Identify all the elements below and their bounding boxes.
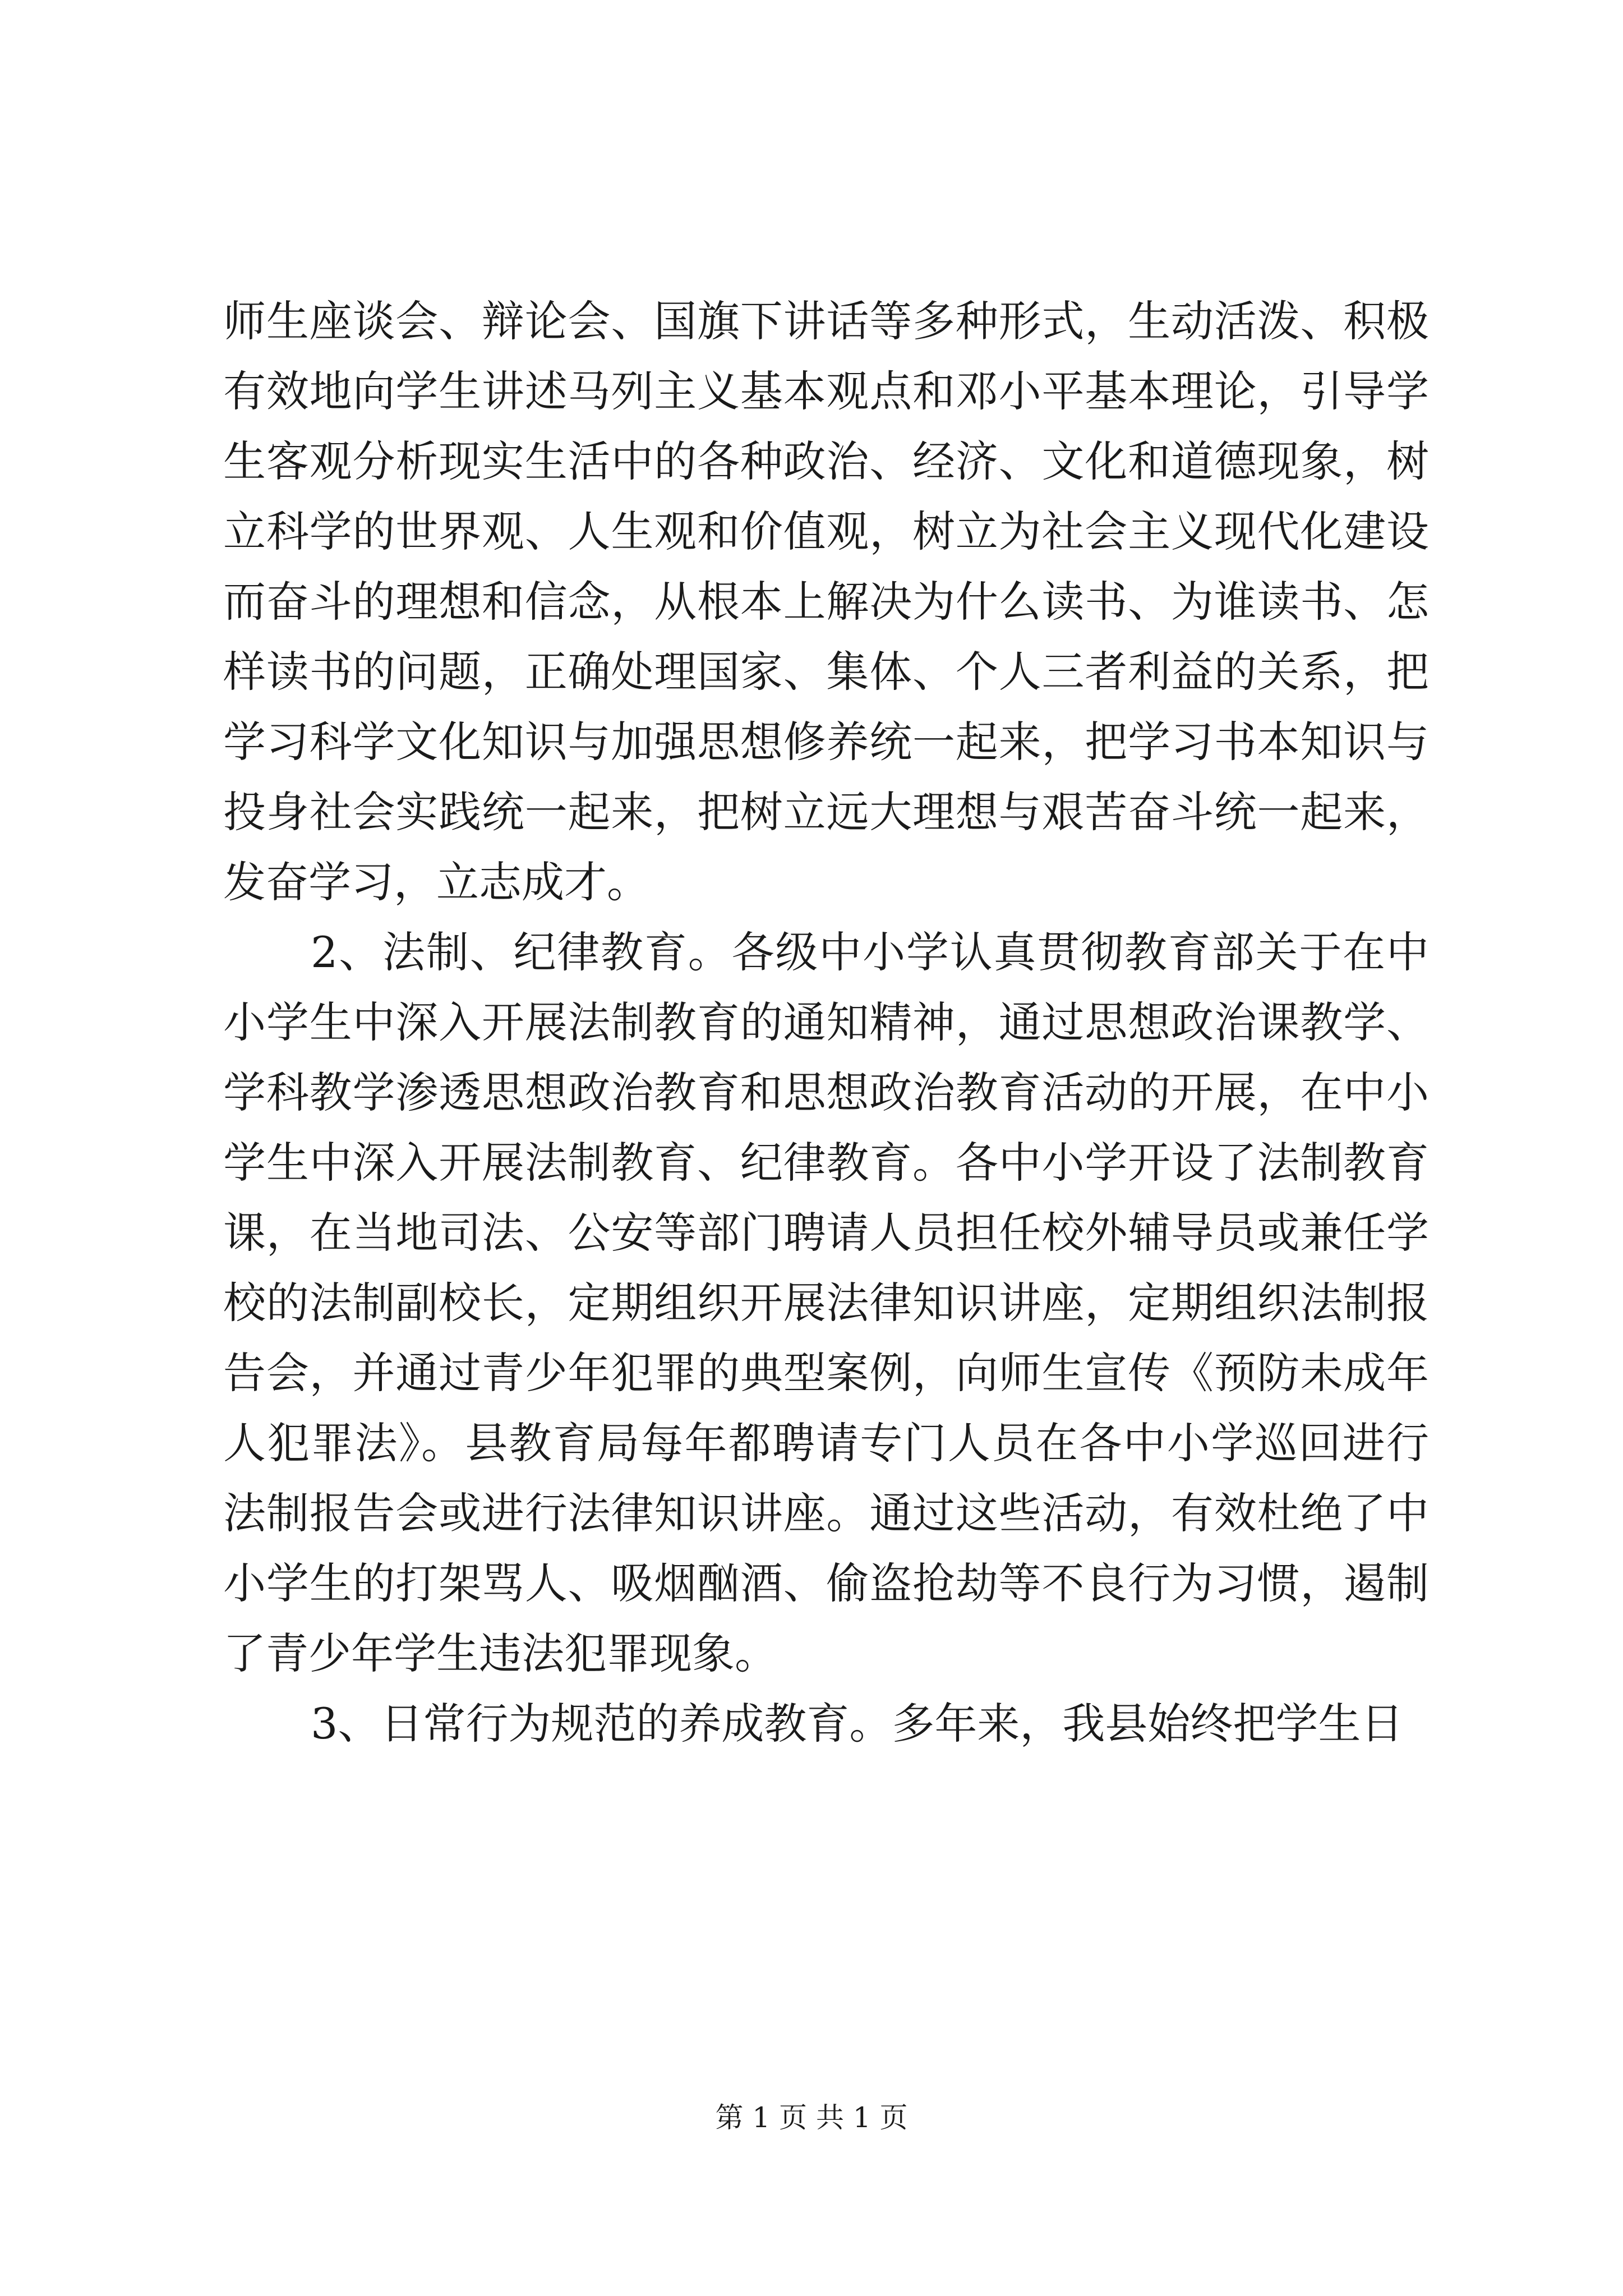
paragraph-1: 师生座谈会、辩论会、国旗下讲话等多种形式，生动活泼、积极有效地向学生讲述马列主义基本观点和邓小平基本理论，引导学生客观分析现实生活中的各种政治、经济、文化和道德现象，树立科学的世界观、人生观和价值观，树立为社会主义现代化建设而奋斗的理想和信念，从根本上解决为什么读书、为谁读书、怎样读书的问题，正确处理国家、集体、个人三者利益的关系，把学习科学文化知识与加强思想修养统一起来，把学习书本知识与投身社会实践统一起来，把树立远大理想与艰苦奋斗统一起来，发奋学习，立志成才。 — [223, 296, 1429, 907]
page-footer: 第 1 页 共 1 页 — [715, 2101, 908, 2134]
paragraph-2: 2、法制、纪律教育。各级中小学认真贯彻教育部关于在中小学生中深入开展法制教育的通知精神，通过思想政治课教学、学科教学渗透思想政治教育和思想政治教育活动的开展，在中小学生中深入开展法制教育、纪律教育。各中小学开设了法制教育课，在当地司法、公安等部门聘请人员担任校外辅导员或兼任学校的法制副校长，定期组织开展法律知识讲座，定期组织法制报告会，并通过青少年犯罪的典型案例，向师生宣传《预防未成年人犯罪法》。县教育局每年都聘请专门人员在各中小学巡回进行法制报告会或进行法律知识讲座。通过这些活动，有效杜绝了中小学生的打架骂人、吸烟酗酒、偷盗抢劫等不良行为习惯，遏制了青少年学生违法犯罪现象。 — [223, 927, 1429, 1678]
paragraph-3: 3、日常行为规范的养成教育。多年来，我县始终把学生日 — [311, 1699, 1404, 1749]
document-body — [223, 286, 1429, 1759]
